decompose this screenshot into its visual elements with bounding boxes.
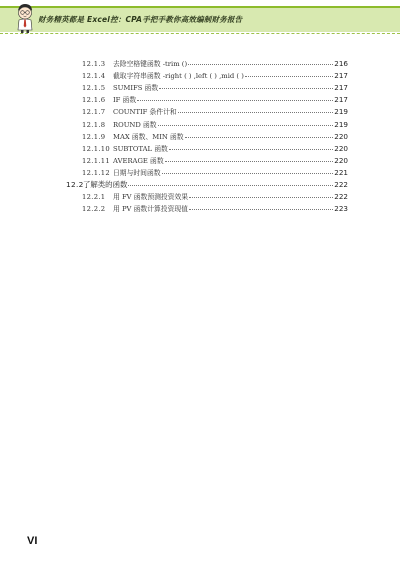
toc-entry-number: 12.1.4 [82, 72, 106, 81]
toc-entry-title: 去除空格键函数 -trim () [113, 60, 188, 68]
page-header [0, 0, 400, 38]
toc-leader-dots [185, 137, 334, 138]
toc-entry-page: 220 [334, 155, 348, 165]
toc-leader-dots [162, 173, 334, 174]
header-dashed-rule [0, 33, 400, 34]
toc-entry-number: 12.1.3 [82, 60, 106, 68]
toc-section-row [66, 179, 348, 190]
toc-row [82, 167, 348, 177]
toc-row [82, 106, 348, 116]
toc-row [82, 82, 348, 92]
toc-entry-page: 217 [334, 95, 348, 105]
toc-row [82, 70, 348, 80]
toc-leader-dots [189, 209, 333, 210]
toc-entry-page: 223 [334, 204, 348, 214]
toc-row [82, 58, 348, 68]
toc-row [82, 94, 348, 104]
toc-entry-title: SUBTOTAL 函数 [113, 144, 168, 153]
toc-row [82, 143, 348, 153]
toc-entry-page: 220 [334, 143, 348, 153]
toc-entry-title: 用 FV 函数预测投资效果 [113, 193, 189, 202]
toc-entry-title: 了解类的函数 [83, 180, 128, 189]
toc-entry-number: 12.2 [66, 180, 84, 189]
toc-entry-number: 12.1.5 [82, 84, 106, 93]
toc-entry-title: AVERAGE 函数 [113, 156, 164, 165]
toc-leader-dots [128, 185, 333, 186]
toc-leader-dots [137, 100, 333, 101]
toc-row [82, 155, 348, 165]
toc-row [82, 203, 348, 213]
toc-entry-title: ROUND 函数 [113, 120, 157, 129]
toc-entry-title: MAX 函数、MIN 函数 [113, 132, 184, 141]
toc-entry-page: 220 [334, 131, 348, 141]
toc-entry-number: 12.1.9 [82, 132, 106, 141]
toc-entry-number: 12.2.1 [82, 193, 106, 202]
toc-entry-title: 日期与时间函数 [113, 168, 161, 177]
toc-entry-number: 12.1.6 [82, 96, 106, 105]
toc-entry-number: 12.1.12 [82, 168, 111, 177]
toc-entry-number: 12.1.10 [82, 144, 111, 153]
page-number: VI [27, 535, 38, 547]
toc-entry-page: 217 [334, 71, 348, 81]
toc-entry-number: 12.1.8 [82, 120, 106, 129]
toc-entry-title: IF 函数 [113, 96, 137, 105]
toc-entry-page: 219 [334, 119, 348, 129]
toc-entry-page: 222 [334, 192, 348, 202]
toc-entry-page: 221 [334, 167, 348, 177]
toc-leader-dots [165, 161, 334, 162]
toc-entry-title: 截取字符串函数 -right ( ) ,left ( ) ,mid ( ) [113, 72, 244, 81]
toc-entry-number: 12.1.11 [82, 156, 111, 165]
toc-leader-dots [178, 112, 334, 113]
toc-leader-dots [159, 88, 333, 89]
toc-leader-dots [169, 149, 333, 150]
toc-entry-page: 216 [334, 59, 348, 68]
toc-entry-title: 用 PV 函数计算投资现值 [113, 205, 188, 214]
toc-leader-dots [189, 197, 333, 198]
toc-leader-dots [188, 64, 333, 65]
toc-entry-number: 12.2.2 [82, 205, 106, 214]
toc-entry-page: 219 [334, 107, 348, 117]
toc-leader-dots [158, 125, 334, 126]
toc-row [82, 191, 348, 201]
toc-entry-page: 217 [334, 83, 348, 93]
toc-row [82, 131, 348, 141]
header-title: 财务精英都是 Excel控：CPA手把手教你高效编制财务报告 [38, 15, 243, 24]
toc-entry-number: 12.1.7 [82, 108, 106, 117]
toc-row [82, 119, 348, 129]
toc-entry-page: 222 [334, 180, 348, 189]
toc-entry-title: COUNTIF 条件计和 [113, 108, 177, 117]
toc-leader-dots [245, 76, 333, 77]
cartoon-accountant-icon [14, 2, 36, 34]
toc-entry-title: SUMIFS 函数 [113, 84, 159, 93]
